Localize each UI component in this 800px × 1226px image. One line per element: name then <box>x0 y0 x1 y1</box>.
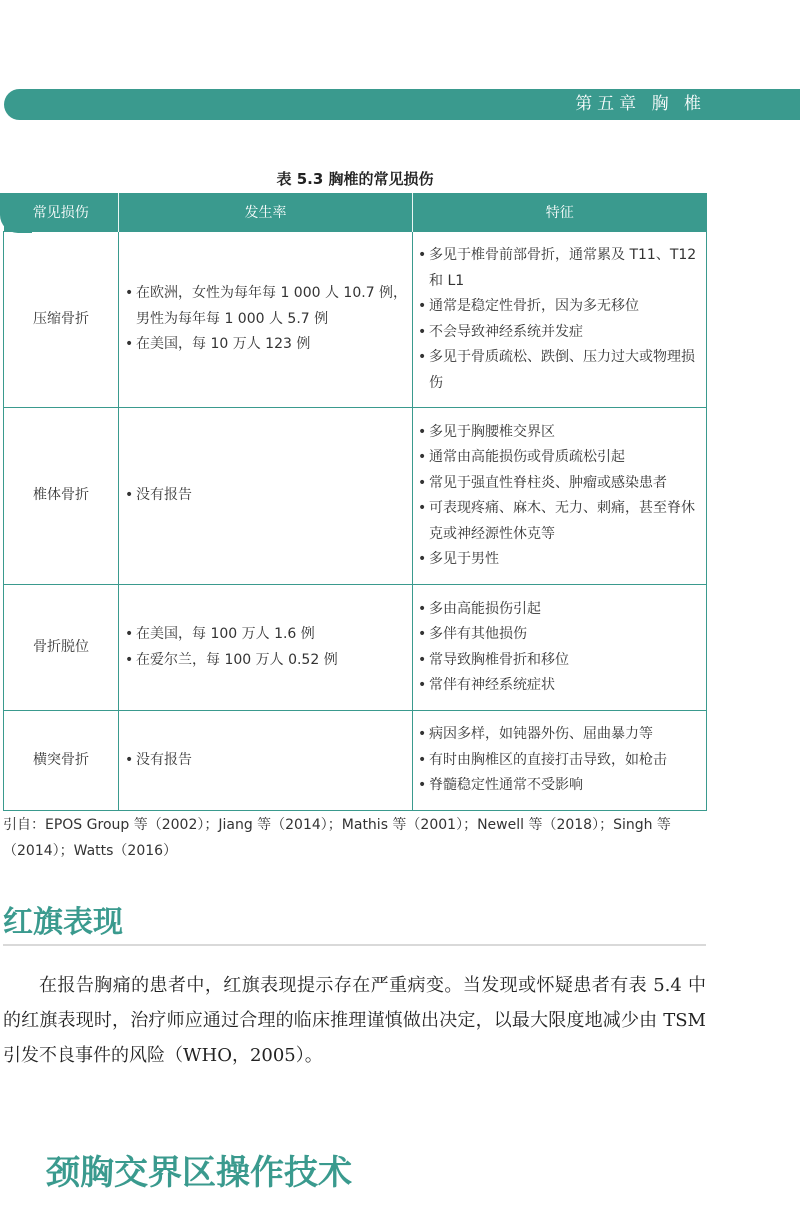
feature-item: • 通常由高能损伤或骨质疏松引起 <box>418 445 702 471</box>
feature-item: • 有时由胸椎区的直接打击导致，如枪击 <box>418 748 702 774</box>
table-row <box>4 232 707 408</box>
feature-item: • 常伴有神经系统症状 <box>418 673 702 699</box>
next-section-heading: 颈胸交界区操作技术 <box>46 1153 352 1193</box>
feature-item: • 病因多样，如钝器外伤、屈曲暴力等 <box>418 722 702 748</box>
table-row <box>4 408 707 585</box>
feature-item: • 脊髓稳定性通常不受影响 <box>418 773 702 799</box>
incidence-cell <box>119 232 413 408</box>
section-heading: 红旗表现 <box>3 905 123 940</box>
feature-item: • 常见于强直性脊柱炎、肿瘤或感染患者 <box>418 471 702 497</box>
injury-name: 横突骨折 <box>4 711 119 811</box>
body-paragraph: 在报告胸痛的患者中，红旗表现提示存在严重病变。当发现或怀疑患者有表 5.4 中的红旗表现时，治疗师应通过合理的临床推理谨慎做出决定，以最大限度地减少由 TSM 引发不良事件的风险（WHO，2005）。 <box>3 975 706 1066</box>
incidence-item: • 没有报告 <box>125 748 408 774</box>
feature-cell <box>413 585 707 711</box>
chapter-header-bar <box>4 89 800 120</box>
incidence-item: • 在爱尔兰，每 100 万人 0.52 例 <box>125 648 408 674</box>
chapter-title: 第五章 胸 椎 <box>575 94 706 114</box>
injury-table <box>3 193 707 811</box>
feature-cell <box>413 711 707 811</box>
section-divider <box>3 944 706 946</box>
feature-item: • 可表现疼痛、麻木、无力、刺痛，甚至脊休克或神经源性休克等 <box>418 496 702 547</box>
feature-cell <box>413 408 707 585</box>
incidence-item: • 在欧洲，女性为每年每 1 000 人 10.7 例，男性为每年每 1 000 人 5.7 例 <box>125 281 408 332</box>
table-caption: 表 5.3 胸椎的常见损伤 <box>276 170 434 188</box>
feature-item: • 通常是稳定性骨折，因为多无移位 <box>418 294 702 320</box>
table-header-row <box>4 193 707 232</box>
feature-item: • 多见于椎骨前部骨折，通常累及 T11、T12 和 L1 <box>418 243 702 294</box>
table-row <box>4 711 707 811</box>
column-header: 发生率 <box>119 193 413 232</box>
incidence-cell <box>119 711 413 811</box>
incidence-item: • 没有报告 <box>125 483 408 509</box>
feature-item: • 常导致胸椎骨折和移位 <box>418 648 702 674</box>
feature-item: • 多由高能损伤引起 <box>418 597 702 623</box>
injury-name: 骨折脱位 <box>4 585 119 711</box>
incidence-cell <box>119 408 413 585</box>
incidence-item: • 在美国，每 10 万人 123 例 <box>125 332 408 358</box>
feature-item: • 多见于男性 <box>418 547 702 573</box>
feature-item: • 多见于胸腰椎交界区 <box>418 420 702 446</box>
column-header: 常见损伤 <box>4 193 119 232</box>
feature-item: • 多见于骨质疏松、跌倒、压力过大或物理损伤 <box>418 345 702 396</box>
feature-item: • 不会导致神经系统并发症 <box>418 320 702 346</box>
injury-name: 椎体骨折 <box>4 408 119 585</box>
injury-name: 压缩骨折 <box>4 232 119 408</box>
feature-item: • 多伴有其他损伤 <box>418 622 702 648</box>
feature-cell <box>413 232 707 408</box>
column-header: 特征 <box>413 193 707 232</box>
table-source-note: 引自：EPOS Group 等（2002）；Jiang 等（2014）；Mathis 等（2001）；Newell 等（2018）；Singh 等（2014）；Watts（2016） <box>3 817 671 859</box>
incidence-item: • 在美国，每 100 万人 1.6 例 <box>125 622 408 648</box>
table-row <box>4 585 707 711</box>
incidence-cell <box>119 585 413 711</box>
